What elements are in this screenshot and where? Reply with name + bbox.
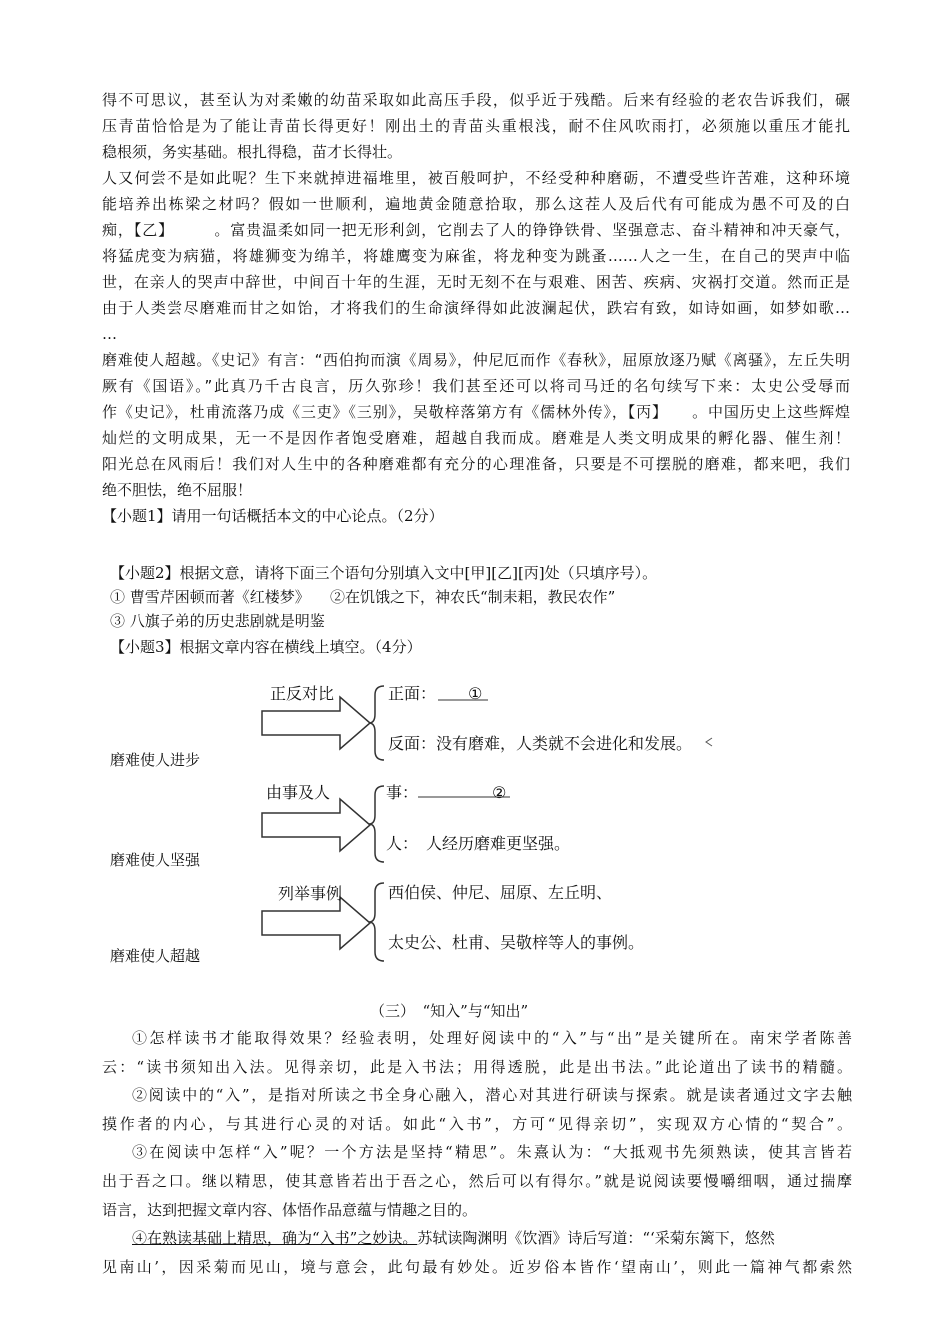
arrow-right-icon [262,697,370,749]
text-line: 压青苗恰恰是为了能让青苗长得更好！刚出土的青苗头重根浅，耐不住风吹雨打，必须施以重压才能扎 [102,117,850,135]
question-2: 【小题2】根据文意，请将下面三个语句分别填入文中[甲][乙][丙]处（只填序号）。 [110,564,658,582]
text-line: ②阅读中的“入”，是指对所读之书全身心融入，潜心对其进行研读与探索。就是读者通过文字去触 [132,1086,852,1105]
left-label-3: 磨难使人超越 [110,947,201,965]
text-line: 得不可思议，甚至认为对柔嫩的幼苗采取如此高压手段，似乎近于残酷。后来有经验的老农告诉我们，碾 [102,91,850,109]
diagram-row-3-line-1: 西伯侯、仲尼、屈原、左丘明、 [388,883,613,902]
text-line: 将猛虎变为病猫，将雄狮变为绵羊，将雄鹰变为麻雀，将龙种变为跳蚤……人之一生，在自己的哭声中临 [102,247,850,265]
question-2-option-2: ②在饥饿之下，神农氏“制耒耜，教民农作” [330,588,616,606]
underlined-sentence: ④在熟读基础上精思，确为“入书”之妙诀。 [132,1229,418,1248]
text-line: 磨难使人超越。《史记》有言：“西伯拘而演《周易》，仲尼厄而作《春秋》，屈原放逐乃赋《离骚》，左丘失明 [102,351,850,369]
left-label-2: 磨难使人坚强 [110,851,201,869]
diagram-row-2-line-1 [386,780,506,803]
blank-number-1: ① [468,684,483,703]
brace-icon [369,786,384,862]
text-line: 绝不胆怯，绝不屈服！ [102,481,253,499]
text-line: 云：“读书须知出入法。见得亲切，此是入书法；用得透脱，此是出书法。”此论道出了读书的精髓。 [102,1057,852,1076]
text-line: 语言，达到把握文章内容、体悟作品意蕴与情趣之目的。 [102,1200,478,1219]
left-label-1: 磨难使人进步 [110,751,201,769]
diagram-row-1-line-1 [388,681,482,704]
text-line: 能培养出栋梁之材吗？假如一世顺利，遍地黄金随意拾取，那么这茬人及后代有可能成为愚不可及的白 [102,195,850,213]
line-prefix: 事： [386,783,419,802]
text-line: 阳光总在风雨后！我们对人生中的各种磨难都有充分的心理准备，只要是不可摆脱的磨难，都来吧，我们 [102,455,850,473]
diagram-row-2-line-2: 人： 人经历磨难更坚强。 [386,834,571,853]
section-3-body [102,1024,852,1281]
diagram-row-1-line-2: 反面：没有磨难，人类就不会进化和发展。 [388,734,693,753]
arrow-right-icon [262,897,370,949]
brace-icon [369,883,384,961]
text-line [102,1224,852,1253]
text-line: 人又何尝不是如此呢？生下来就掉进福堆里，被百般呵护，不经受种种磨砺，不遭受些许苦难，这种环境 [102,169,850,187]
arrow-label-2: 由事及人 [266,783,331,802]
text-line: 灿烂的文明成果，无一不是因作者饱受磨难，超越自我而成。磨难是人类文明成果的孵化器、催生剂！ [102,429,850,447]
arrow-label-1: 正反对比 [270,684,335,703]
text-line: 由于人类尝尽磨难而甘之如饴，才将我们的生命演绎得如此波澜起伏，跌宕有致，如诗如画，如梦如歌… [102,299,850,317]
question-2-option-1: ① 曹雪芹困顿而著《红楼梦》 [110,588,310,606]
question-2-option-3: ③ 八旗子弟的历史悲剧就是明鉴 [110,612,325,630]
brace-icon [369,686,384,760]
text-line: 作《史记》，杜甫流落乃成《三吏》《三别》，吴敬梓落第方有《儒林外传》，【丙】 。中国历史上这些辉煌 [102,403,850,421]
text-line: 厥有《国语》。”此真乃千古良言，历久弥珍！我们甚至还可以将司马迁的名句续写下来：太史公受辱而 [102,377,850,395]
text-line: 摸作者的内心，与其进行心灵的对话。如此“入书”，方可“见得亲切”，实现双方心情的“契合”。 [102,1114,852,1133]
text-line: 世，在亲人的哭声中辞世，中间百十年的生涯，无时无刻不在与艰难、困苦、疾病、灾祸打交道。然而正是 [102,273,850,291]
blank-number-2: ② [492,783,507,802]
question-1: 【小题1】请用一句话概括本文的中心论点。（2分） [102,507,444,525]
text-line: 见南山’，因采菊而见山，境与意会，此句最有妙处。近岁俗本皆作‘望南山’，则此一篇神气都索然 [102,1257,852,1276]
section-3-title: （三） “知入”与“知出” [370,1002,529,1020]
text-line: ③在阅读中怎样“入”呢？一个方法是坚持“精思”。朱熹认为：“大抵观书先须熟读，使其言皆若 [132,1143,852,1162]
text-line: … [102,325,117,343]
small-marker-icon [706,738,712,746]
text-line: 痴，【乙】 。富贵温柔如同一把无形利剑，它削去了人的铮铮铁骨、坚强意志、奋斗精神和冲天豪气， [102,221,850,239]
diagram-row-3-line-2: 太史公、杜甫、吴敬梓等人的事例。 [388,933,645,952]
text-line: ①怎样读书才能取得效果？经验表明，处理好阅读中的“入”与“出”是关键所在。南宋学者陈善 [132,1029,852,1047]
line-prefix: 正面： [388,684,437,703]
arrow-right-icon [262,799,370,851]
text-span: 苏轼读陶渊明《饮酒》诗后写道：“‘采菊东篱下，悠然 [417,1229,775,1248]
text-line: 出于吾之口。继以精思，使其意皆若出于吾之心，然后可以有得尔。”就是说阅读要慢嚼细咽，通过揣摩 [102,1171,852,1190]
question-3: 【小题3】根据文章内容在横线上填空。（4分） [110,638,422,656]
text-line: 稳根须，务实基础。根扎得稳，苗才长得壮。 [102,143,403,161]
arrow-label-3: 列举事例 [278,884,343,903]
